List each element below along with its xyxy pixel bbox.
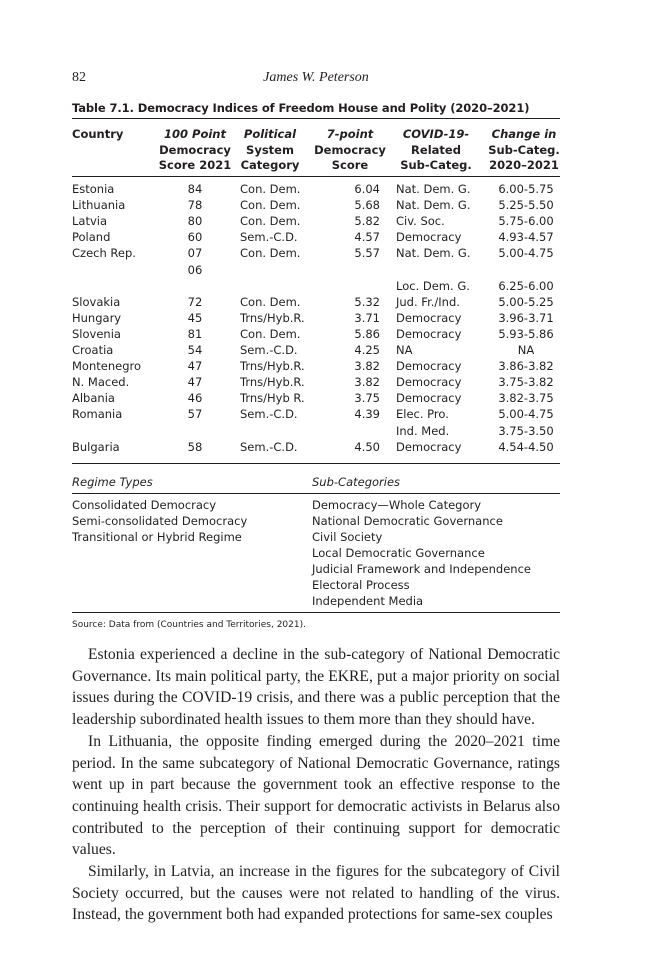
change-cell: 5.00-5.25 — [498, 294, 554, 309]
covid-subcategory-cell: Democracy — [396, 375, 462, 390]
regime-types-heading: Regime Types — [72, 475, 153, 489]
country-cell: Poland — [72, 230, 111, 245]
seven-point-score-cell: 3.75 — [354, 391, 380, 406]
country-cell: Bulgaria — [72, 439, 120, 454]
system-category-cell: Sem.-C.D. — [240, 230, 298, 245]
seven-point-score-cell: 4.57 — [354, 230, 380, 245]
change-cell: 3.75-3.50 — [498, 423, 554, 438]
change-cell: 5.00-4.75 — [498, 407, 554, 422]
body-paragraph: In Lithuania, the opposite finding emerged during the 2020–2021 time period. In the same subcategory of National Democratic Governance, ratings went up in part because the government took an effective response to the continuing health crisis. Their support for democratic activists in Belarus also contributed to the perception of their continuing support for democratic values. — [72, 732, 560, 859]
covid-subcategory-cell: Democracy — [396, 310, 462, 325]
covid-subcategory-cell: Nat. Dem. G. — [396, 246, 471, 261]
change-cell: 5.25-5.50 — [498, 198, 554, 213]
seven-point-score-cell: 4.25 — [354, 343, 380, 357]
sub-category-item: National Democratic Governance — [312, 514, 503, 528]
body-paragraph: Similarly, in Latvia, an increase in the figures for the subcategory of Civil Society occurred, but the causes were not related to handling of the virus. Instead, the government both had expanded protections for same-sex couples — [72, 863, 560, 924]
seven-point-score-cell: 3.82 — [354, 359, 380, 374]
covid-subcategory-cell: Democracy — [396, 439, 462, 454]
running-head: James W. Peterson — [263, 70, 369, 85]
country-cell: Estonia — [72, 182, 115, 196]
sub-category-item: Judicial Framework and Independence — [312, 562, 531, 576]
democracy-score-cell: 81 — [187, 326, 203, 341]
sub-categories-heading: Sub-Categories — [312, 475, 401, 489]
seven-point-score-cell: 3.82 — [354, 375, 380, 390]
system-category-cell: Con. Dem. — [240, 198, 301, 213]
covid-subcategory-cell: Democracy — [396, 326, 462, 341]
page-header — [72, 70, 560, 90]
table-bottom-rule — [72, 612, 560, 613]
table-title: Table 7.1. Democracy Indices of Freedom House and Polity (2020–2021) — [72, 101, 530, 115]
covid-subcategory-cell: Jud. Fr./Ind. — [396, 294, 460, 309]
democracy-score-cell: 57 — [187, 407, 203, 422]
seven-point-score-cell: 5.82 — [354, 214, 380, 229]
democracy-score-cell: 58 — [187, 439, 203, 454]
covid-subcategory-cell: Democracy — [396, 359, 462, 374]
seven-point-score-cell: 5.86 — [354, 326, 380, 341]
column-header-political-system: Political System Category — [240, 127, 300, 172]
democracy-score-cell: 84 — [187, 182, 203, 196]
system-category-cell: Sem.-C.D. — [240, 439, 298, 454]
body-paragraph: Estonia experienced a decline in the sub-category of National Democratic Governance. Its main political party, the EKRE, put a major priority on social issues during the COVID-19 crisis, and there was a public perception that the leadership subordinated health issues to them more than they should have. — [72, 646, 560, 729]
democracy-score-cell: 78 — [187, 198, 203, 213]
democracy-score-cell: 07 — [187, 246, 203, 261]
country-cell: Slovakia — [72, 294, 121, 309]
country-cell: Romania — [72, 407, 123, 422]
regime-type-item: Semi-consolidated Democracy — [72, 514, 248, 528]
covid-subcategory-cell: Civ. Soc. — [396, 214, 445, 229]
seven-point-score-cell: 4.50 — [354, 439, 380, 454]
system-category-cell: Sem.-C.D. — [240, 407, 298, 422]
covid-subcategory-cell: Elec. Pro. — [396, 407, 449, 422]
country-cell: Latvia — [72, 214, 108, 229]
democracy-score-cell: 47 — [187, 359, 203, 374]
democracy-score-cell: 54 — [187, 343, 203, 357]
country-cell: Montenegro — [72, 359, 142, 374]
seven-point-score-cell: 5.57 — [354, 246, 380, 261]
country-cell: Lithuania — [72, 198, 126, 213]
democracy-score-cell: 45 — [187, 310, 203, 325]
seven-point-score-cell: 5.68 — [354, 198, 380, 213]
change-cell: 4.54-4.50 — [498, 439, 554, 454]
column-header-7-point-score: 7-point Democracy Score — [314, 127, 386, 172]
sub-category-item: Civil Society — [312, 530, 383, 544]
democracy-score-cell: 46 — [187, 391, 203, 406]
table-header-rule — [72, 176, 560, 177]
table-source-note: Source: Data from (Countries and Territories, 2021). — [72, 620, 306, 630]
covid-subcategory-cell: Nat. Dem. G. — [396, 182, 471, 196]
democracy-score-cell: 80 — [187, 214, 203, 229]
system-category-cell: Trns/Hyb.R. — [240, 310, 305, 325]
seven-point-score-cell: 3.71 — [354, 310, 380, 325]
column-header-democracy-score: 100 Point Democracy Score 2021 — [158, 127, 232, 172]
democracy-score-cell: 47 — [187, 375, 203, 390]
legend-rule — [72, 493, 560, 494]
country-cell: Czech Rep. — [72, 246, 136, 261]
country-cell: Albania — [72, 391, 115, 406]
page-number: 82 — [72, 70, 86, 85]
covid-subcategory-cell: Democracy — [396, 391, 462, 406]
change-cell: 3.75-3.82 — [498, 375, 554, 390]
regime-type-item: Consolidated Democracy — [72, 498, 217, 512]
covid-subcategory-cell: Nat. Dem. G. — [396, 198, 471, 213]
seven-point-score-cell: 6.04 — [354, 182, 380, 196]
sub-category-item: Electoral Process — [312, 578, 410, 592]
country-cell: Croatia — [72, 343, 114, 357]
democracy-score-cell: 60 — [187, 230, 203, 245]
change-cell: 3.96-3.71 — [498, 310, 554, 325]
system-category-cell: Con. Dem. — [240, 326, 301, 341]
system-category-cell: Trns/Hyb.R. — [240, 359, 305, 374]
sub-category-item: Local Democratic Governance — [312, 546, 485, 560]
body-text — [72, 644, 560, 926]
system-category-cell: Trns/Hyb R. — [240, 391, 305, 406]
seven-point-score-cell: 4.39 — [354, 407, 380, 422]
sub-category-item: Independent Media — [312, 594, 424, 608]
country-cell: Slovenia — [72, 326, 121, 341]
system-category-cell: Con. Dem. — [240, 294, 301, 309]
country-cell: Hungary — [72, 310, 122, 325]
democracy-score-cell: 06 — [187, 262, 203, 277]
change-cell: 3.82-3.75 — [498, 391, 554, 406]
table-top-rule — [72, 118, 560, 119]
change-cell: 5.00-4.75 — [498, 246, 554, 261]
change-cell: 4.93-4.57 — [498, 230, 554, 245]
covid-subcategory-cell: NA — [396, 343, 413, 357]
change-cell: 5.75-6.00 — [498, 214, 554, 229]
system-category-cell: Sem.-C.D. — [240, 343, 298, 357]
sub-category-item: Democracy—Whole Category — [312, 498, 482, 512]
democracy-score-cell: 72 — [187, 294, 203, 309]
column-header-country: Country — [72, 127, 124, 141]
system-category-cell: Con. Dem. — [240, 182, 301, 196]
system-category-cell: Con. Dem. — [240, 214, 301, 229]
country-cell: N. Maced. — [72, 375, 130, 390]
seven-point-score-cell: 5.32 — [354, 294, 380, 309]
table-body-rule — [72, 463, 560, 464]
system-category-cell: Con. Dem. — [240, 246, 301, 261]
change-cell: 6.00-5.75 — [498, 182, 554, 196]
column-header-change: Change in Sub-Categ. 2020–2021 — [488, 127, 560, 172]
covid-subcategory-cell: Ind. Med. — [396, 423, 450, 438]
covid-subcategory-cell: Democracy — [396, 230, 462, 245]
covid-subcategory-cell: Loc. Dem. G. — [396, 278, 470, 293]
column-header-covid-subcategory: COVID-19- Related Sub-Categ. — [400, 127, 472, 172]
regime-type-item: Transitional or Hybrid Regime — [72, 530, 242, 544]
change-cell: 6.25-6.00 — [498, 278, 554, 293]
system-category-cell: Trns/Hyb.R. — [240, 375, 305, 390]
change-cell: NA — [517, 343, 535, 357]
change-cell: 5.93-5.86 — [498, 326, 554, 341]
change-cell: 3.86-3.82 — [498, 359, 554, 374]
